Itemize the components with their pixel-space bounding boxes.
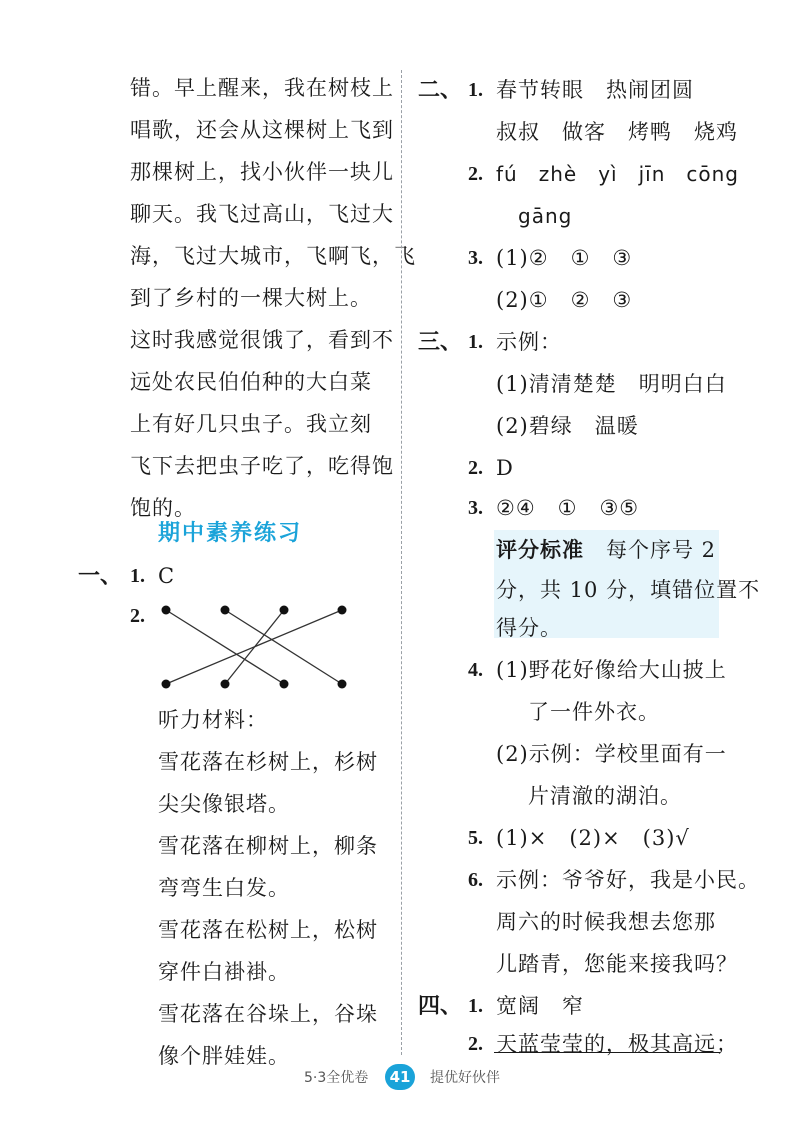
footer-slogan: 提优好伙伴 <box>430 1070 500 1086</box>
scoring-note-line: 分，共 10 分，填错位置不 <box>496 578 761 602</box>
section-number-1: 一、 <box>78 563 123 589</box>
question-number: 1. <box>468 331 483 353</box>
paragraph-line: 飞下去把虫子吃了，吃得饱 <box>130 454 394 478</box>
paragraph-line: 海，飞过大城市，飞啊飞，飞 <box>130 244 416 268</box>
question-number: 3. <box>468 247 483 269</box>
match-dot <box>221 606 230 615</box>
match-line <box>225 610 342 684</box>
listen-line: 尖尖像银塔。 <box>158 792 290 816</box>
scoring-text: 每个序号 2 <box>584 538 717 562</box>
section-number-2: 二、 <box>418 77 463 103</box>
section-number-4: 四、 <box>418 993 463 1019</box>
answer-underline <box>494 1052 720 1053</box>
listen-line: 穿件白褂褂。 <box>158 960 290 984</box>
paragraph-line: 远处农民伯伯种的大白菜 <box>130 370 372 394</box>
paragraph-line: 到了乡村的一棵大树上。 <box>130 286 372 310</box>
listen-line: 雪花落在松树上，松树 <box>158 918 378 942</box>
paragraph-line: 这时我感觉很饿了，看到不 <box>130 328 394 352</box>
listen-line: 雪花落在杉树上，杉树 <box>158 750 378 774</box>
answer-line: 春节转眼 热闹团圆 <box>496 78 694 102</box>
match-dot <box>338 606 347 615</box>
answer: ②④ ① ③⑤ <box>496 496 640 520</box>
listen-line: 雪花落在柳树上，柳条 <box>158 834 378 858</box>
scoring-note-line: 得分。 <box>496 616 562 640</box>
paragraph-line: 唱歌，还会从这棵树上飞到 <box>130 118 394 142</box>
answer-line: 了一件外衣。 <box>528 700 660 724</box>
scoring-label: 评分标准 <box>496 538 584 562</box>
matching-diagram <box>150 598 360 692</box>
question-number: 3. <box>468 497 483 519</box>
match-dot <box>280 680 289 689</box>
question-number: 1. <box>468 995 483 1017</box>
answer-line: (1)清清楚楚 明明白白 <box>496 372 727 396</box>
section-number-3: 三、 <box>418 329 463 355</box>
answer: D <box>496 456 514 480</box>
match-line <box>166 610 284 684</box>
answer-line: 示例： <box>496 330 562 354</box>
answer-line: 示例：爷爷好，我是小民。 <box>496 868 760 892</box>
match-dot <box>280 606 289 615</box>
paragraph-line: 聊天。我飞过高山，飞过大 <box>130 202 394 226</box>
pinyin-line: fú zhè yì jīn cōng <box>496 162 739 186</box>
answer-line: (2)示例：学校里面有一 <box>496 742 727 766</box>
listen-label: 听力材料： <box>158 708 268 732</box>
answer-line: (2)① ② ③ <box>496 288 633 312</box>
question-number: 6. <box>468 869 483 891</box>
answer-line: (1)野花好像给大山披上 <box>496 658 727 682</box>
answer: 宽阔 窄 <box>496 994 584 1018</box>
match-dot <box>162 680 171 689</box>
listen-line: 像个胖娃娃。 <box>158 1044 290 1068</box>
answer: C <box>158 564 176 588</box>
answer-line: 叔叔 做客 烤鸭 烧鸡 <box>496 120 738 144</box>
match-dot <box>338 680 347 689</box>
footer-brand: 5·3全优卷 <box>304 1070 369 1086</box>
question-number: 2. <box>468 163 483 185</box>
paragraph-line: 错。早上醒来，我在树枝上 <box>130 76 394 100</box>
listen-line: 弯弯生白发。 <box>158 876 290 900</box>
answer: (1)× (2)× (3)√ <box>496 826 690 850</box>
answer-line: (1)② ① ③ <box>496 246 633 270</box>
answer-line: 片清澈的湖泊。 <box>528 784 682 808</box>
answer-line: 周六的时候我想去您那 <box>496 910 716 934</box>
question-number: 2. <box>468 1033 483 1055</box>
column-divider <box>401 70 402 1055</box>
question-number: 5. <box>468 827 483 849</box>
paragraph-line: 上有好几只虫子。我立刻 <box>130 412 372 436</box>
page-number-badge: 41 <box>385 1064 415 1090</box>
match-dot <box>221 680 230 689</box>
question-number: 2. <box>468 457 483 479</box>
listen-line: 雪花落在谷垛上，谷垛 <box>158 1002 378 1026</box>
pinyin-line: gāng <box>518 204 573 228</box>
answer-line: 儿踏青，您能来接我吗？ <box>496 952 738 976</box>
paragraph-line: 那棵树上，找小伙伴一块儿 <box>130 160 394 184</box>
question-number: 1. <box>468 79 483 101</box>
question-number: 2. <box>130 605 145 627</box>
answer-line: (2)碧绿 温暖 <box>496 414 639 438</box>
question-number: 1. <box>130 565 145 587</box>
section-title: 期中素养练习 <box>158 521 303 546</box>
scoring-note-line <box>496 536 716 564</box>
answer: 天蓝莹莹的，极其高远； <box>496 1032 738 1056</box>
match-dot <box>162 606 171 615</box>
question-number: 4. <box>468 659 483 681</box>
paragraph-line: 饱的。 <box>130 496 196 520</box>
match-line <box>166 610 342 684</box>
